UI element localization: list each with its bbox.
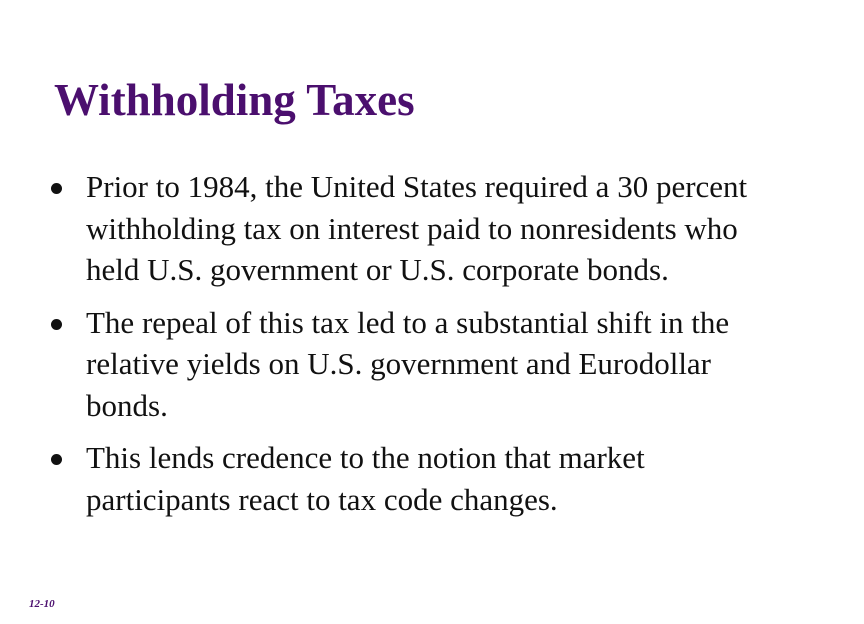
slide-title: Withholding Taxes: [54, 75, 415, 125]
bullet-dot-icon: [51, 319, 62, 330]
bullet-item: [50, 437, 790, 520]
slide-number: 12-10: [29, 598, 55, 610]
bullet-text: This lends credence to the notion that market participants react to tax code changes.: [86, 440, 645, 517]
bullet-dot-icon: [51, 183, 62, 194]
bullet-item: [50, 302, 790, 427]
bullet-dot-icon: [51, 454, 62, 465]
bullet-text: The repeal of this tax led to a substantial shift in the relative yields on U.S. government and Eurodollar bonds.: [86, 304, 730, 423]
bullet-list: [50, 166, 790, 531]
bullet-text: Prior to 1984, the United States required a 30 percent withholding tax on interest paid to nonresidents who held U.S. government or U.S. corporate bonds.: [86, 169, 748, 287]
bullet-item: [50, 166, 790, 291]
